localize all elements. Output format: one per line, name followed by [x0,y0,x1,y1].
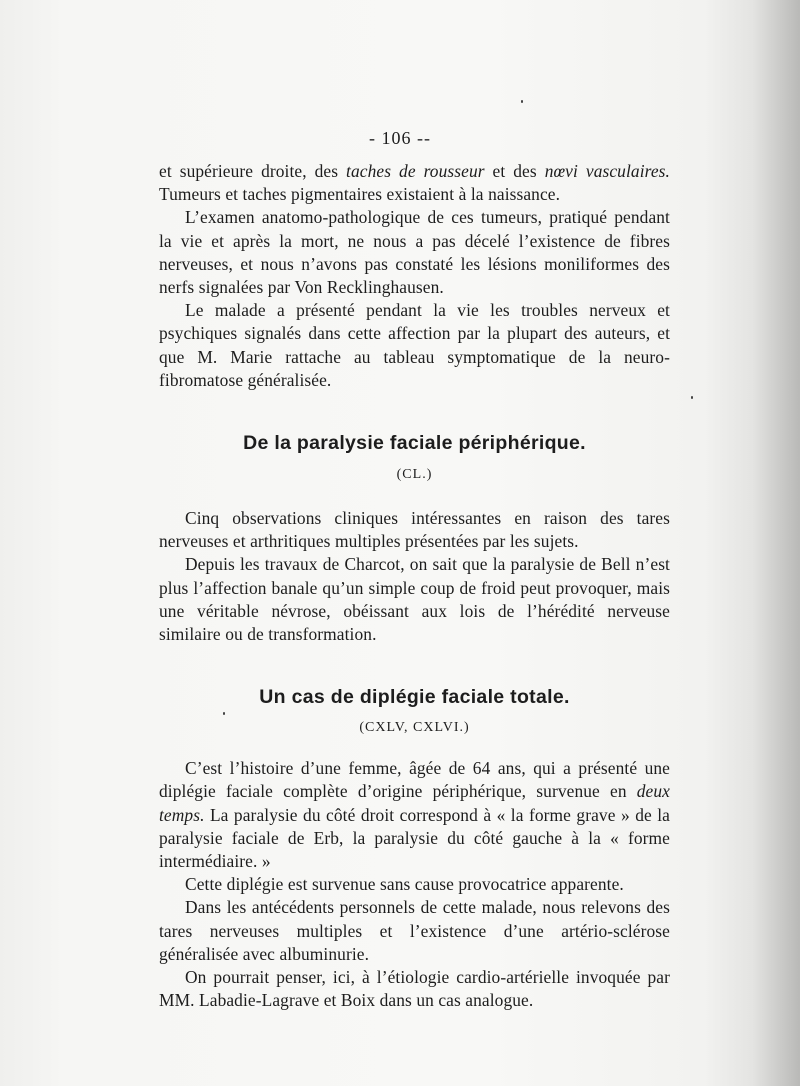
section-reference-cxlv: (CXLV, CXLVI.) [359,720,470,736]
paragraph-anatomo-pathologique: L’examen anatomo-pathologique de ces tumeurs, pratiqué pendant la vie et après la mort, ne nous a pas décelé l’existence de fibres nerveuses, et nous n’avons pas constaté les lésions moniliformes des nerfs signalées par Von Recklinghausen. [159,207,670,298]
intro-text-b: et des [484,161,545,181]
paragraph-troubles-nerveux: Le malade a présenté pendant la vie les troubles nerveux et psychiques signalés dans cette affection par la plupart des auteurs, et que M. Marie rattache au tableau symptomatique de la neuro-fibromatose généralisée. [159,300,670,390]
intro-emphasis-naevi: nœvi vasculaires. [544,161,670,181]
page-number: - 106 -- [369,128,431,148]
histoire-text-a: C’est l’histoire d’une femme, âgée de 64 ans, qui a présenté une diplégie faciale complète d’origine périphérique, survenue en [159,758,670,802]
print-speck [223,712,225,715]
paragraph-etiologie: On pourrait penser, ici, à l’étiologie cardio-artérielle invoquée par MM. Labadie-Lagrave et Boix dans un cas analogue. [159,967,670,1011]
print-speck [691,396,693,399]
print-speck [521,100,523,103]
histoire-emphasis-deux-temps: deux temps. [159,781,670,825]
paragraph-sans-cause: Cette diplégie est survenue sans cause provocatrice apparente. [185,874,624,895]
section-reference-cl: (CL.) [396,467,433,483]
paragraph-charcot: Depuis les travaux de Charcot, on sait que la paralysie de Bell n’est plus l’affection banale qu’un simple coup de froid peut provoquer, mais une véritable névrose, obéissant aux lois de l’hérédité nerveuse similaire ou de transformation. [159,554,670,645]
paragraph-cinq-observations: Cinq observations cliniques intéressantes en raison des tares nerveuses et arthritiques multiples présentées par les sujets. [159,508,670,552]
histoire-text-b: La paralysie du côté droit correspond à « la forme grave » de la paralysie faciale de Erb, la paralysie du côté gauche à la « forme intermédiaire. » [159,804,670,872]
paragraph-antecedents: Dans les antécédents personnels de cette malade, nous relevons des tares nerveuses multiples et l’existence d’une artério-sclérose généralisée avec albuminurie. [159,897,670,964]
section-title-paralysie-faciale: De la paralysie faciale périphérique. [243,432,586,455]
paragraph-histoire-femme [159,757,670,873]
intro-paragraph [159,160,670,206]
page-content [159,160,670,1012]
intro-emphasis-taches: taches de rousseur [346,161,485,181]
intro-text-c: Tumeurs et taches pigmentaires existaient à la naissance. [159,184,561,205]
section-title-diplegie-faciale: Un cas de diplégie faciale totale. [259,686,570,709]
intro-text-a: et supérieure droite, des [159,161,347,181]
